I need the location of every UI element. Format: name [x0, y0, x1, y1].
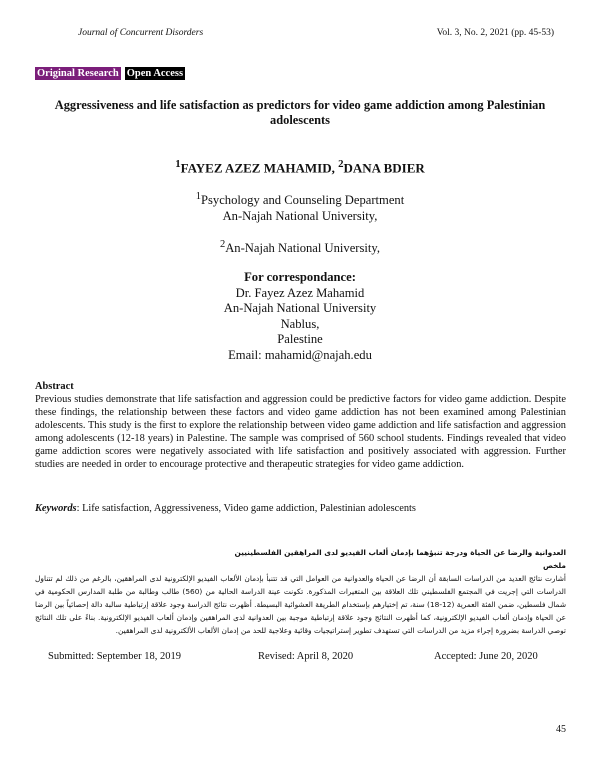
correspondence-univ: An-Najah National University — [223, 301, 377, 315]
abstract-section — [35, 380, 566, 471]
affiliation1-superscript: 1 — [195, 191, 201, 202]
affiliation2-univ: An-Najah National University, — [225, 241, 381, 256]
open-access-badge: Open Access — [126, 68, 184, 79]
correspondence-city: Nablus, — [280, 316, 320, 331]
author2-name: DANA BDIER — [343, 160, 425, 176]
arabic-title: العدوانية والرضا عن الحياة ودرجة تنبؤهما بإدمان ألعاب الفيديو لدى المراهقين الفلسطينيين — [234, 548, 566, 557]
affiliation1-univ: An-Najah National University, — [222, 208, 378, 223]
correspondence-country: Palestine — [277, 332, 323, 346]
affiliation2-superscript: 2 — [219, 239, 226, 250]
article-title: Aggressiveness and life satisfaction as predictors for video game addiction among Palestinian adolescents — [54, 98, 546, 127]
author1-superscript: 1 — [175, 158, 181, 170]
arabic-abstract — [35, 546, 566, 637]
correspondence-heading: For correspondance: — [244, 270, 356, 284]
author-line — [40, 158, 560, 176]
arabic-abstract-label: ملخص — [542, 561, 566, 570]
accepted-date: Accepted: June 20, 2020 — [434, 651, 538, 662]
revised-date: Revised: April 8, 2020 — [258, 651, 354, 662]
affiliation-1 — [80, 189, 520, 224]
abstract-text: Previous studies demonstrate that life satisfaction and aggression could be predictive factors for video game addiction. Despite these findings, the relationship between these factors and video game addiction has not been examined among Palestinian adolescents. This study is the first to explore the relationship between video game addiction and life satisfaction and aggression among adolescents (12-18 years) in Palestine. The sample was comprised of 560 school students. Findings revealed that video game addiction scores were negatively associated with life satisfaction and positively associated with aggression. Further studies are needed in order to encourage protective and therapeutic strategies for video game addiction. — [35, 394, 566, 470]
author2-superscript: 2 — [338, 158, 344, 170]
page-number: 45 — [556, 724, 566, 735]
affiliation1-dept: Psychology and Counseling Department — [201, 193, 405, 208]
arabic-abstract-text: أشارت نتائج العديد من الدراسات السابقة أن الرضا عن الحياة والعدوانية من العوامل التي قد تتنبأ بإدمان الألعاب الفيديو الإلكترونية لدى المراهقين، بالرغم من ذلك لم تتناول الدراسات التي إجريت في المجتمع الفلسطيني تلك العلاقة بين المتغيرات المذكورة. تكونت عينة الدراسة الحالية من (560) طالب وطالبة من طلبة المدارس الحكومية في شمال فلسطين، ضمن الفئة العمرية (12-18) سنة، تم إختيارهم بإستخدام الطريقة العشوائية البسيطة. أظهرت نتائج الدراسة وجود علاقة إرتباطية سالبة دالة إحصائياً بين الرضا عن الحياة وإدمان ألعاب الفيديو الإلكترونية، كما أظهرت النتائج وجود علاقة إرتباطية موجبة بين العدوانية لدى المراهقين وإدمان ألعاب الفيديو الإلكترونية. بناءً على تلك النتائج توصي الدراسة بضرورة إجراء مزيد من الدراسات التي تستهدف تطوير إستراتيجيات وقائية وعلاجية للحد من إدمان الألعاب الألكترونية لدى المراهقين. — [35, 574, 567, 635]
volume-info: Vol. 3, No. 2, 2021 (pp. 45-53) — [436, 28, 554, 38]
original-research-badge: Original Research — [37, 68, 119, 79]
affiliation-2 — [80, 237, 520, 257]
correspondence-block — [80, 270, 520, 363]
journal-name: Journal of Concurrent Disorders — [78, 28, 204, 38]
keywords-line — [35, 503, 566, 514]
author1-name: FAYEZ AZEZ MAHAMID, — [180, 160, 339, 176]
correspondence-name: Dr. Fayez Azez Mahamid — [235, 285, 365, 300]
abstract-heading: Abstract — [35, 381, 74, 392]
keywords-text: : Life satisfaction, Aggressiveness, Video game addiction, Palestinian adolescents — [76, 503, 416, 514]
article-badges — [35, 67, 185, 80]
correspondence-email: Email: mahamid@najah.edu — [228, 347, 372, 362]
submitted-date: Submitted: September 18, 2019 — [48, 651, 181, 662]
keywords-label: Keywords — [35, 503, 77, 514]
